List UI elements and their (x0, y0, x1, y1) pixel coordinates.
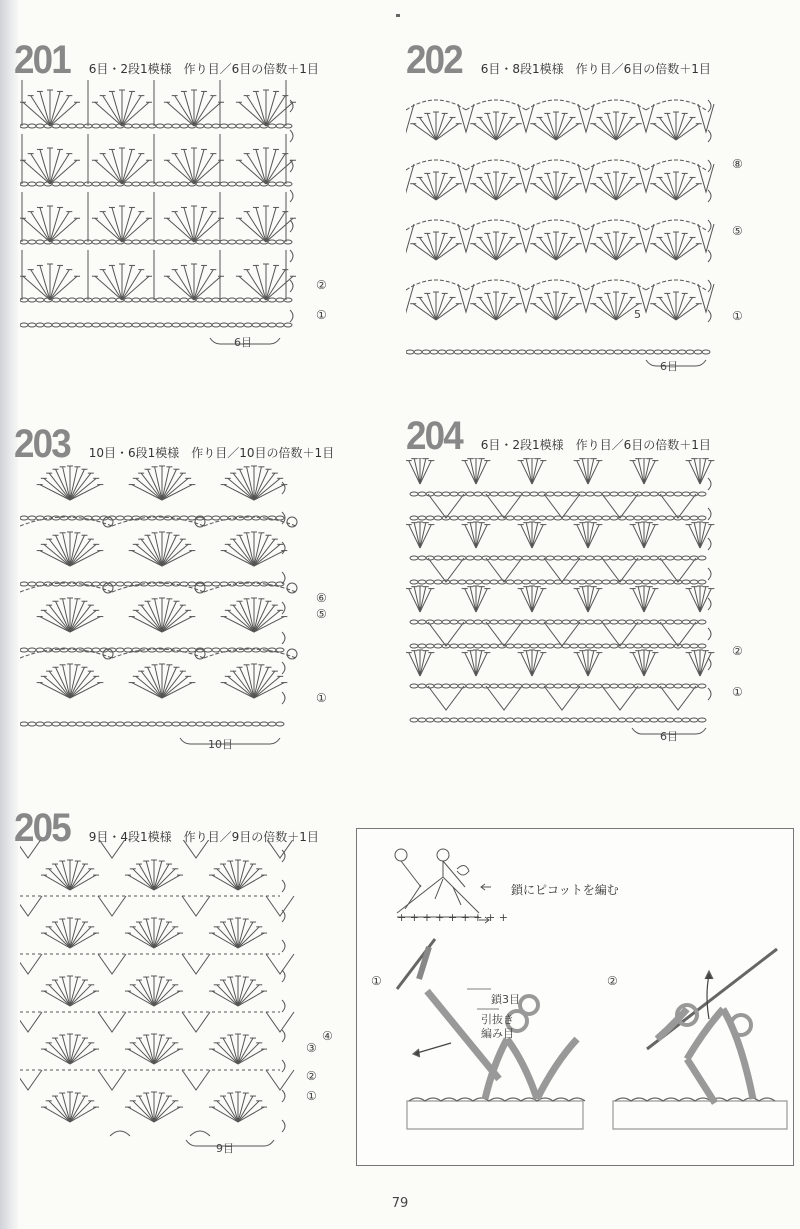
pattern-204-chart (406, 458, 766, 748)
row-marker: ① (732, 685, 743, 699)
pattern-202-chart (406, 80, 766, 380)
row-marker: ③ (306, 1041, 317, 1055)
row-marker: ① (316, 308, 327, 322)
pattern-number: 202 (406, 38, 462, 82)
row-marker: ④ (322, 1029, 333, 1043)
page-number: 79 (391, 1196, 409, 1211)
pattern-201-chart (20, 80, 340, 360)
pattern-204-header (406, 416, 711, 456)
book-gutter (0, 0, 18, 1229)
repeat-label: 6目 (660, 730, 678, 743)
repeat-label: 10目 (208, 738, 233, 751)
row-marker: ② (316, 278, 327, 292)
pattern-description: 6目・2段1模様 作り目／6目の倍数＋1目 (88, 62, 319, 76)
pattern-number: 205 (14, 806, 70, 850)
pattern-description: 6目・8段1模様 作り目／6目の倍数＋1目 (480, 62, 711, 76)
svg-text:+ + + + + + + + +: + + + + + + + + + (397, 911, 508, 924)
stitch-diagram (406, 100, 714, 366)
repeat-label: 9目 (216, 1142, 234, 1155)
stitch-diagram (406, 458, 714, 734)
pattern-205-chart (20, 840, 350, 1160)
pattern-description: 10目・6段1模様 作り目／10目の倍数＋1目 (88, 446, 335, 460)
step-number: ① (371, 974, 382, 988)
row-marker: ① (316, 691, 327, 705)
row-marker: ② (732, 644, 743, 658)
pattern-number: 201 (14, 38, 70, 82)
row-marker: ⑤ (732, 224, 743, 238)
pattern-201-header (14, 40, 319, 80)
step-2-illustration (613, 949, 787, 1129)
annotation-chain-3: 鎖3目 (491, 993, 520, 1006)
row-marker: ② (306, 1069, 317, 1083)
pattern-description: 9目・4段1模様 作り目／9目の倍数＋1目 (88, 830, 319, 844)
row-marker: ① (306, 1089, 317, 1103)
pattern-202-header (406, 40, 711, 80)
annotation-slip-stitch: 引抜き (481, 1013, 514, 1026)
pattern-number: 204 (406, 414, 462, 458)
pattern-description: 6目・2段1模様 作り目／6目の倍数＋1目 (480, 438, 711, 452)
print-mark (396, 14, 400, 17)
row-marker: ⑤ (316, 607, 327, 621)
row-marker-inner: 5 (634, 308, 641, 321)
repeat-label: 6目 (660, 360, 678, 373)
row-marker: ⑧ (732, 157, 743, 171)
repeat-label: 6目 (234, 336, 252, 349)
picot-instruction-box (356, 828, 794, 1166)
pattern-203-chart (20, 462, 340, 757)
stitch-diagram (20, 462, 297, 744)
annotation-stitch: 編み目 (481, 1027, 514, 1040)
pattern-number: 203 (14, 422, 70, 466)
stitch-diagram (20, 80, 296, 344)
pattern-203-header (14, 424, 334, 464)
picot-title: 鎖にピコットを編む (511, 883, 619, 897)
row-marker: ① (732, 309, 743, 323)
picot-symbol-diagram (395, 849, 508, 924)
step-number: ② (607, 974, 618, 988)
row-marker: ⑥ (316, 591, 327, 605)
stitch-diagram (20, 840, 294, 1146)
